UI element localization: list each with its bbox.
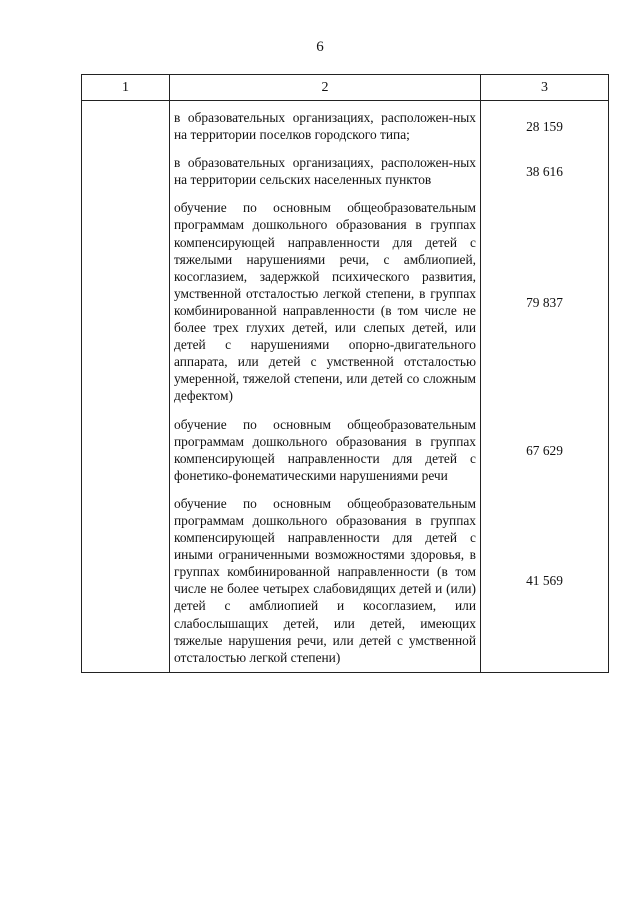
row-value-3: 79 837 (526, 294, 563, 310)
row-text-5: обучение по основным общеобразовательным программам дошкольного образования в группах компенсирующей направленности для детей с иными ограниченными возможностями здоровья, в группах комбинированной направленности (в том числе не более четырех слабовидящих детей и (или) детей с амблиопией и косоглазием, или слабослышащих детей, или детей, имеющих тяжелые нарушения речи, или детей с умственной отсталостью легкой степени) (174, 495, 476, 665)
row-text-1: в образовательных организациях, расположен-ных на территории поселков городского типа; (174, 110, 476, 143)
data-table (81, 74, 609, 673)
column-header-3: 3 (481, 75, 609, 101)
value-cell (481, 101, 609, 673)
table-body-row (82, 101, 609, 673)
table-header-row (82, 75, 609, 101)
row-value-2: 38 616 (526, 164, 563, 180)
row-text-4: обучение по основным общеобразовательным программам дошкольного образования в группах компенсирующей направленности для детей с фонетико-фонематическими нарушениями речи (174, 416, 476, 483)
row-value-4: 67 629 (526, 442, 563, 458)
row-value-5: 41 569 (526, 573, 563, 589)
row-value-1: 28 159 (526, 119, 563, 135)
row-text-3: обучение по основным общеобразовательным программам дошкольного образования в группах компенсирующей направленности для детей с тяжелыми нарушениями речи, с амблиопией, косоглазием, задержкой психического развития, умственной отсталостью легкой степени, в группах комбинированной направленности (в том числе не более трех глухих детей, или слепых детей, или детей с нарушениями опорно-двигательного аппарата, или детей с умственной отсталостью умеренной, тяжелой степени, или детей со сложным дефектом) (174, 200, 476, 404)
page-number: 6 (316, 39, 324, 55)
column-header-2: 2 (170, 75, 481, 101)
column-header-1: 1 (82, 75, 170, 101)
description-cell (170, 101, 481, 673)
row-text-2: в образовательных организациях, расположен-ных на территории сельских населенных пунктов (174, 155, 476, 188)
column-1-cell (82, 101, 170, 673)
